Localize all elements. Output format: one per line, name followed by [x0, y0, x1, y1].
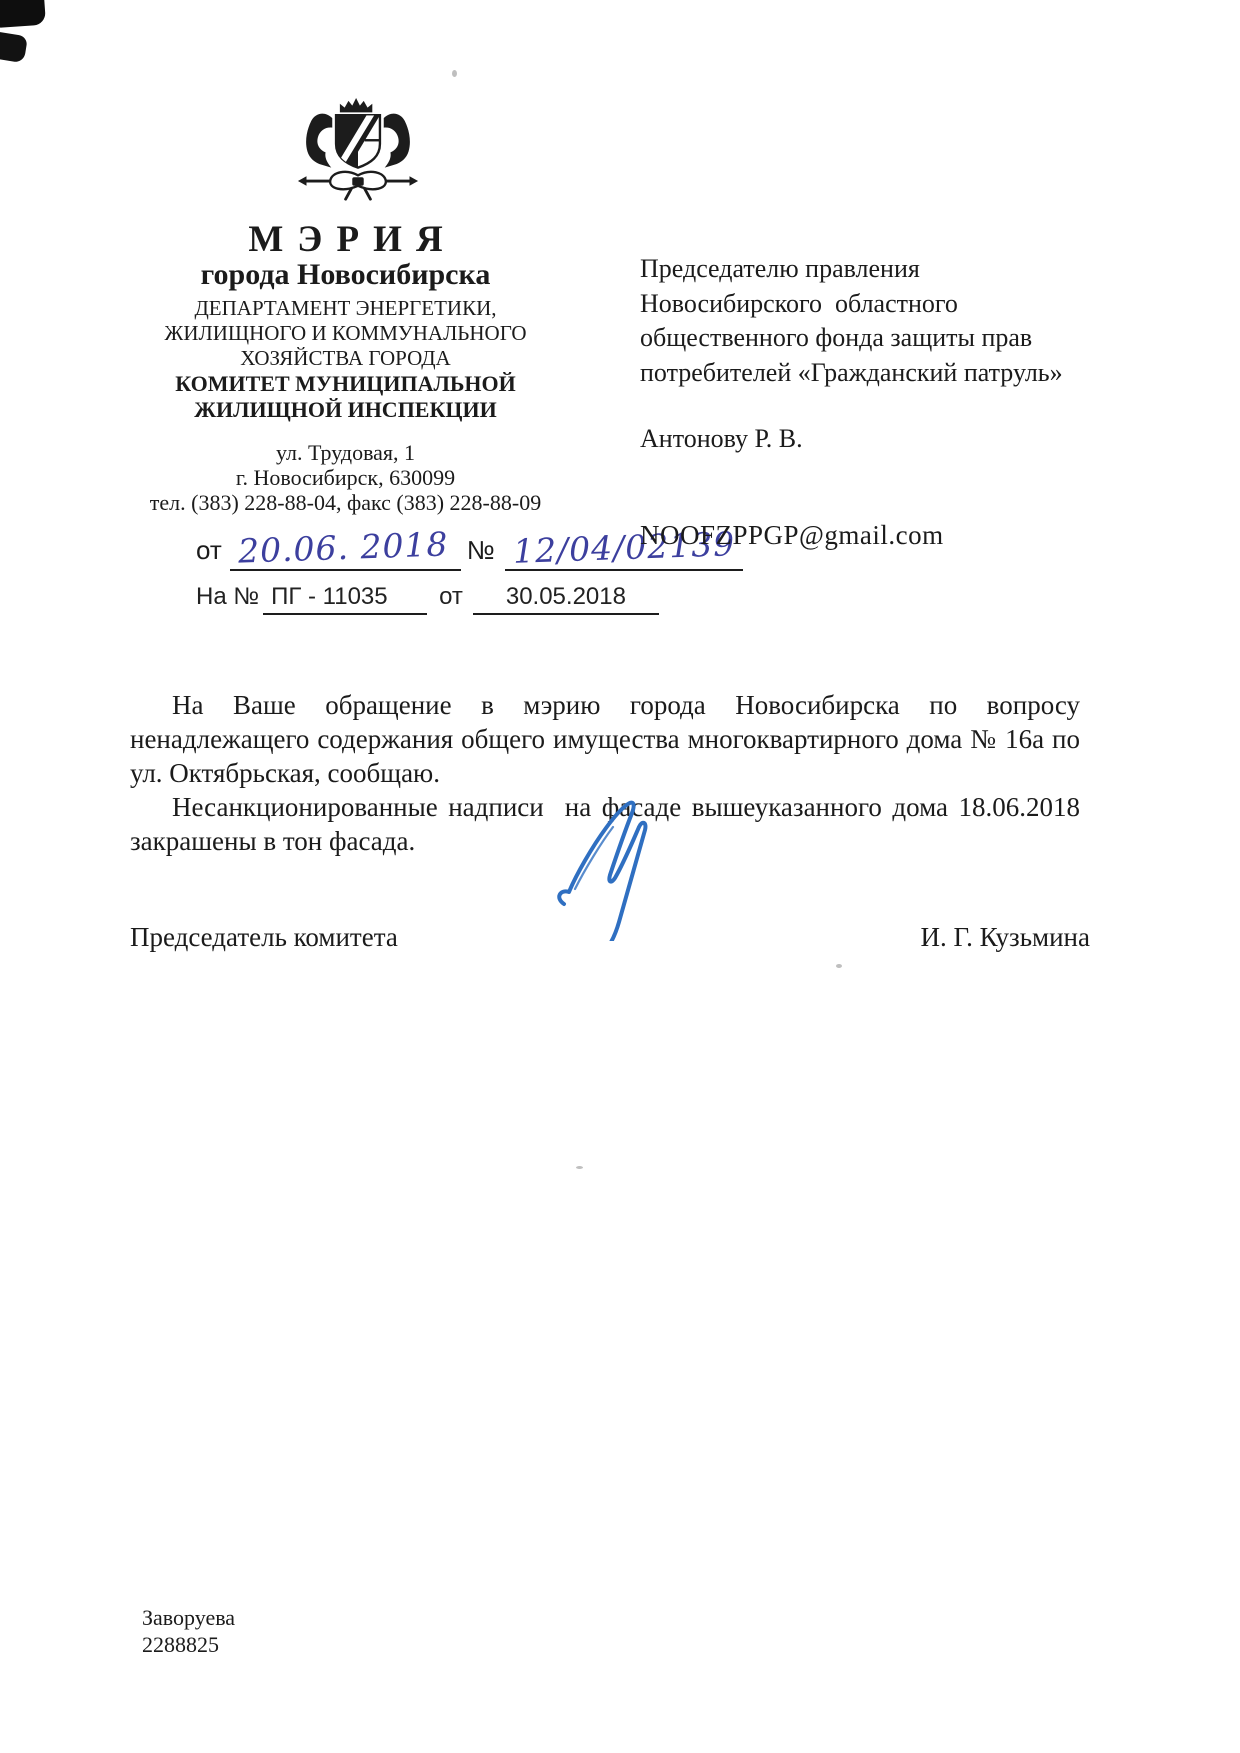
- body-paragraph: На Ваше обращение в мэрию города Новосибирска по вопросу ненадлежащего содержания общего имущества многоквартирного дома № 16а по ул. Октябрьская, сообщаю.: [130, 690, 1087, 788]
- recipient-line: Председателю правления: [640, 254, 920, 283]
- department-line: ХОЗЯЙСТВА ГОРОДА: [240, 346, 451, 370]
- scan-artifact-corner: [0, 32, 28, 63]
- reply-date-field: 30.05.2018: [473, 583, 659, 615]
- scan-artifact-corner: [0, 0, 46, 28]
- scan-speck: [452, 70, 457, 77]
- handwritten-date: 20.06. 2018: [237, 524, 449, 571]
- department-line: ЖИЛИЩНОГО И КОММУНАЛЬНОГО: [164, 321, 527, 345]
- org-subtitle: города Новосибирска: [200, 258, 491, 291]
- reply-label: На №: [196, 583, 260, 610]
- city-coat-of-arms-icon: [296, 97, 420, 209]
- handwritten-number: 12/04/02139: [512, 524, 736, 571]
- scan-speck: [836, 964, 842, 968]
- handwritten-signature: [550, 786, 680, 946]
- outgoing-date-field: [230, 524, 461, 571]
- reply-date-label: от: [439, 583, 463, 610]
- recipient-email: NOOFZPPGP@gmail.com: [640, 520, 944, 550]
- address-street: ул. Трудовая, 1: [275, 440, 416, 465]
- date-label: от: [196, 535, 222, 565]
- reply-reference-row: [196, 583, 659, 615]
- recipient-line: общественного фонда защиты прав: [640, 323, 1033, 352]
- right-supporter-icon: [384, 114, 410, 168]
- signer-name: И. Г. Кузьмина: [920, 922, 1090, 952]
- address-city: г. Новосибирск, 630099: [235, 465, 456, 490]
- scan-speck: [576, 1166, 583, 1169]
- executor-phone: 2288825: [142, 1632, 219, 1657]
- recipient-block: [640, 252, 1063, 390]
- signer-position-title: Председатель комитета: [130, 922, 398, 952]
- reply-number-field: ПГ - 11035: [263, 583, 427, 615]
- executor-name: Заворуева: [142, 1605, 236, 1630]
- recipient-line: Новосибирского областного: [640, 288, 958, 318]
- executor-block: [142, 1604, 235, 1658]
- org-title: МЭРИЯ: [248, 219, 457, 260]
- recipient-line: потребителей «Гражданский патруль»: [640, 357, 1063, 387]
- left-supporter-icon: [306, 114, 332, 168]
- body-paragraph: Несанкционированные надписи на фасаде вышеуказанного дома 18.06.2018 закрашены в тон фасада.: [130, 792, 1087, 856]
- number-label: №: [466, 535, 495, 565]
- recipient-name: Антонову Р. В.: [640, 424, 803, 453]
- committee-line: КОМИТЕТ МУНИЦИПАЛЬНОЙ: [175, 371, 516, 396]
- department-line: ДЕПАРТАМЕНТ ЭНЕРГЕТИКИ,: [194, 296, 497, 320]
- crown-icon: [340, 98, 372, 112]
- address-phone-fax: тел. (383) 228-88-04, факс (383) 228-88-09: [149, 490, 542, 515]
- committee-line: ЖИЛИЩНОЙ ИНСПЕКЦИИ: [194, 397, 497, 422]
